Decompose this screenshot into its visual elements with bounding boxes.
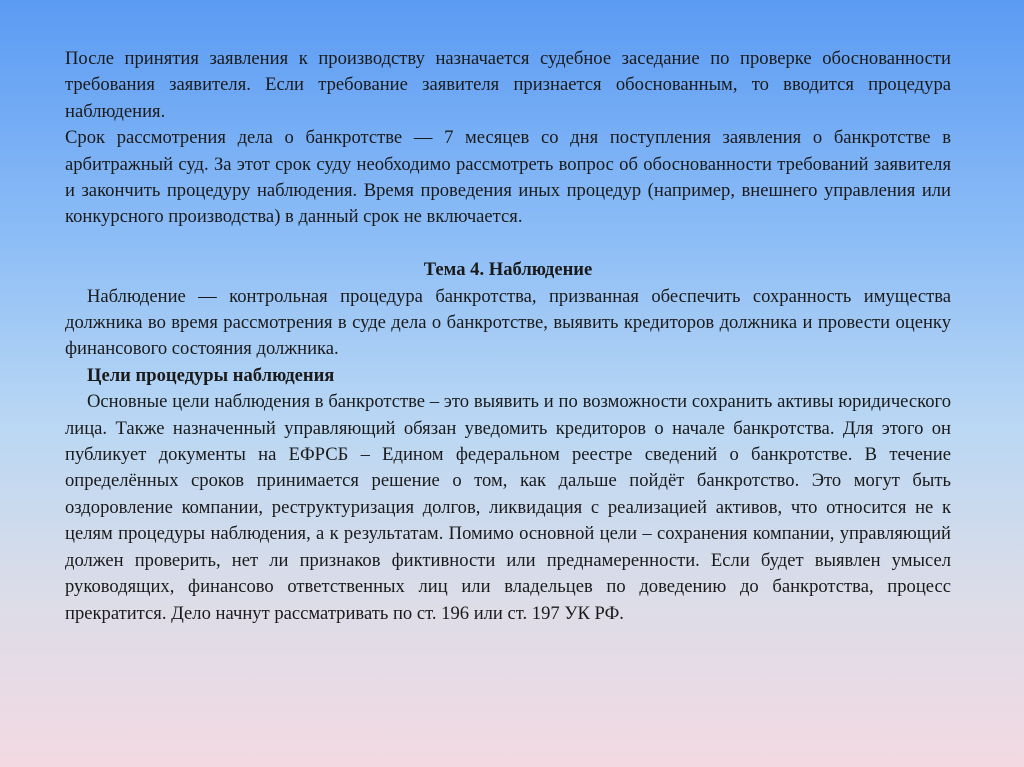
goals-title: Цели процедуры наблюдения [87, 364, 335, 386]
topic-title: Тема 4. Наблюдение [423, 259, 593, 281]
topic-definition: Наблюдение — контрольная процедура банкротства, призванная обеспечить сохранность имущества должника во время рассмотрения в суде дела о банкротстве, выявить кредиторов должника и провести оценку финансового состояния должника. [65, 285, 951, 360]
intro-paragraph-1: После принятия заявления к производству назначается судебное заседание по проверке обоснованности требования заявителя. Если требование заявителя признается обоснованным, то вводится процедура наблюдения. [65, 48, 951, 122]
spacer [65, 231, 951, 257]
intro-paragraph-2: Срок рассмотрения дела о банкротстве — 7 месяцев со дня поступления заявления о банкротстве в арбитражный суд. За этот срок суду необходимо рассмотреть вопрос об обоснованности требований заявителя и закончить процедуру наблюдения. Время проведения иных процедур (например, внешнего управления или конкурсного производства) в данный срок не включается. [65, 127, 951, 228]
goals-text: Основные цели наблюдения в банкротстве – это выявить и по возможности сохранить активы юридического лица. Также назначенный управляющий обязан уведомить кредиторов о начале банкротства. Для этого он публикует документы на ЕФРСБ – Едином федеральном реестре сведений о банкротстве. В течение определённых сроков принимается решение о том, как дальше пойдёт банкротство. Это могут быть оздоровление компании, реструктуризация долгов, ликвидация с реализацией активов, что относится не к целям процедуры наблюдения, а к результатам. Помимо основной цели – сохранения компании, управляющий должен проверить, нет ли признаков фиктивности или преднамеренности. Если будет выявлен умысел руководящих, финансово ответственных лиц или владельцев по доведению до банкротства, процесс прекратится. Дело начнут рассматривать по ст. 196 или ст. 197 УК РФ. [65, 391, 951, 624]
slide-text [65, 46, 951, 627]
